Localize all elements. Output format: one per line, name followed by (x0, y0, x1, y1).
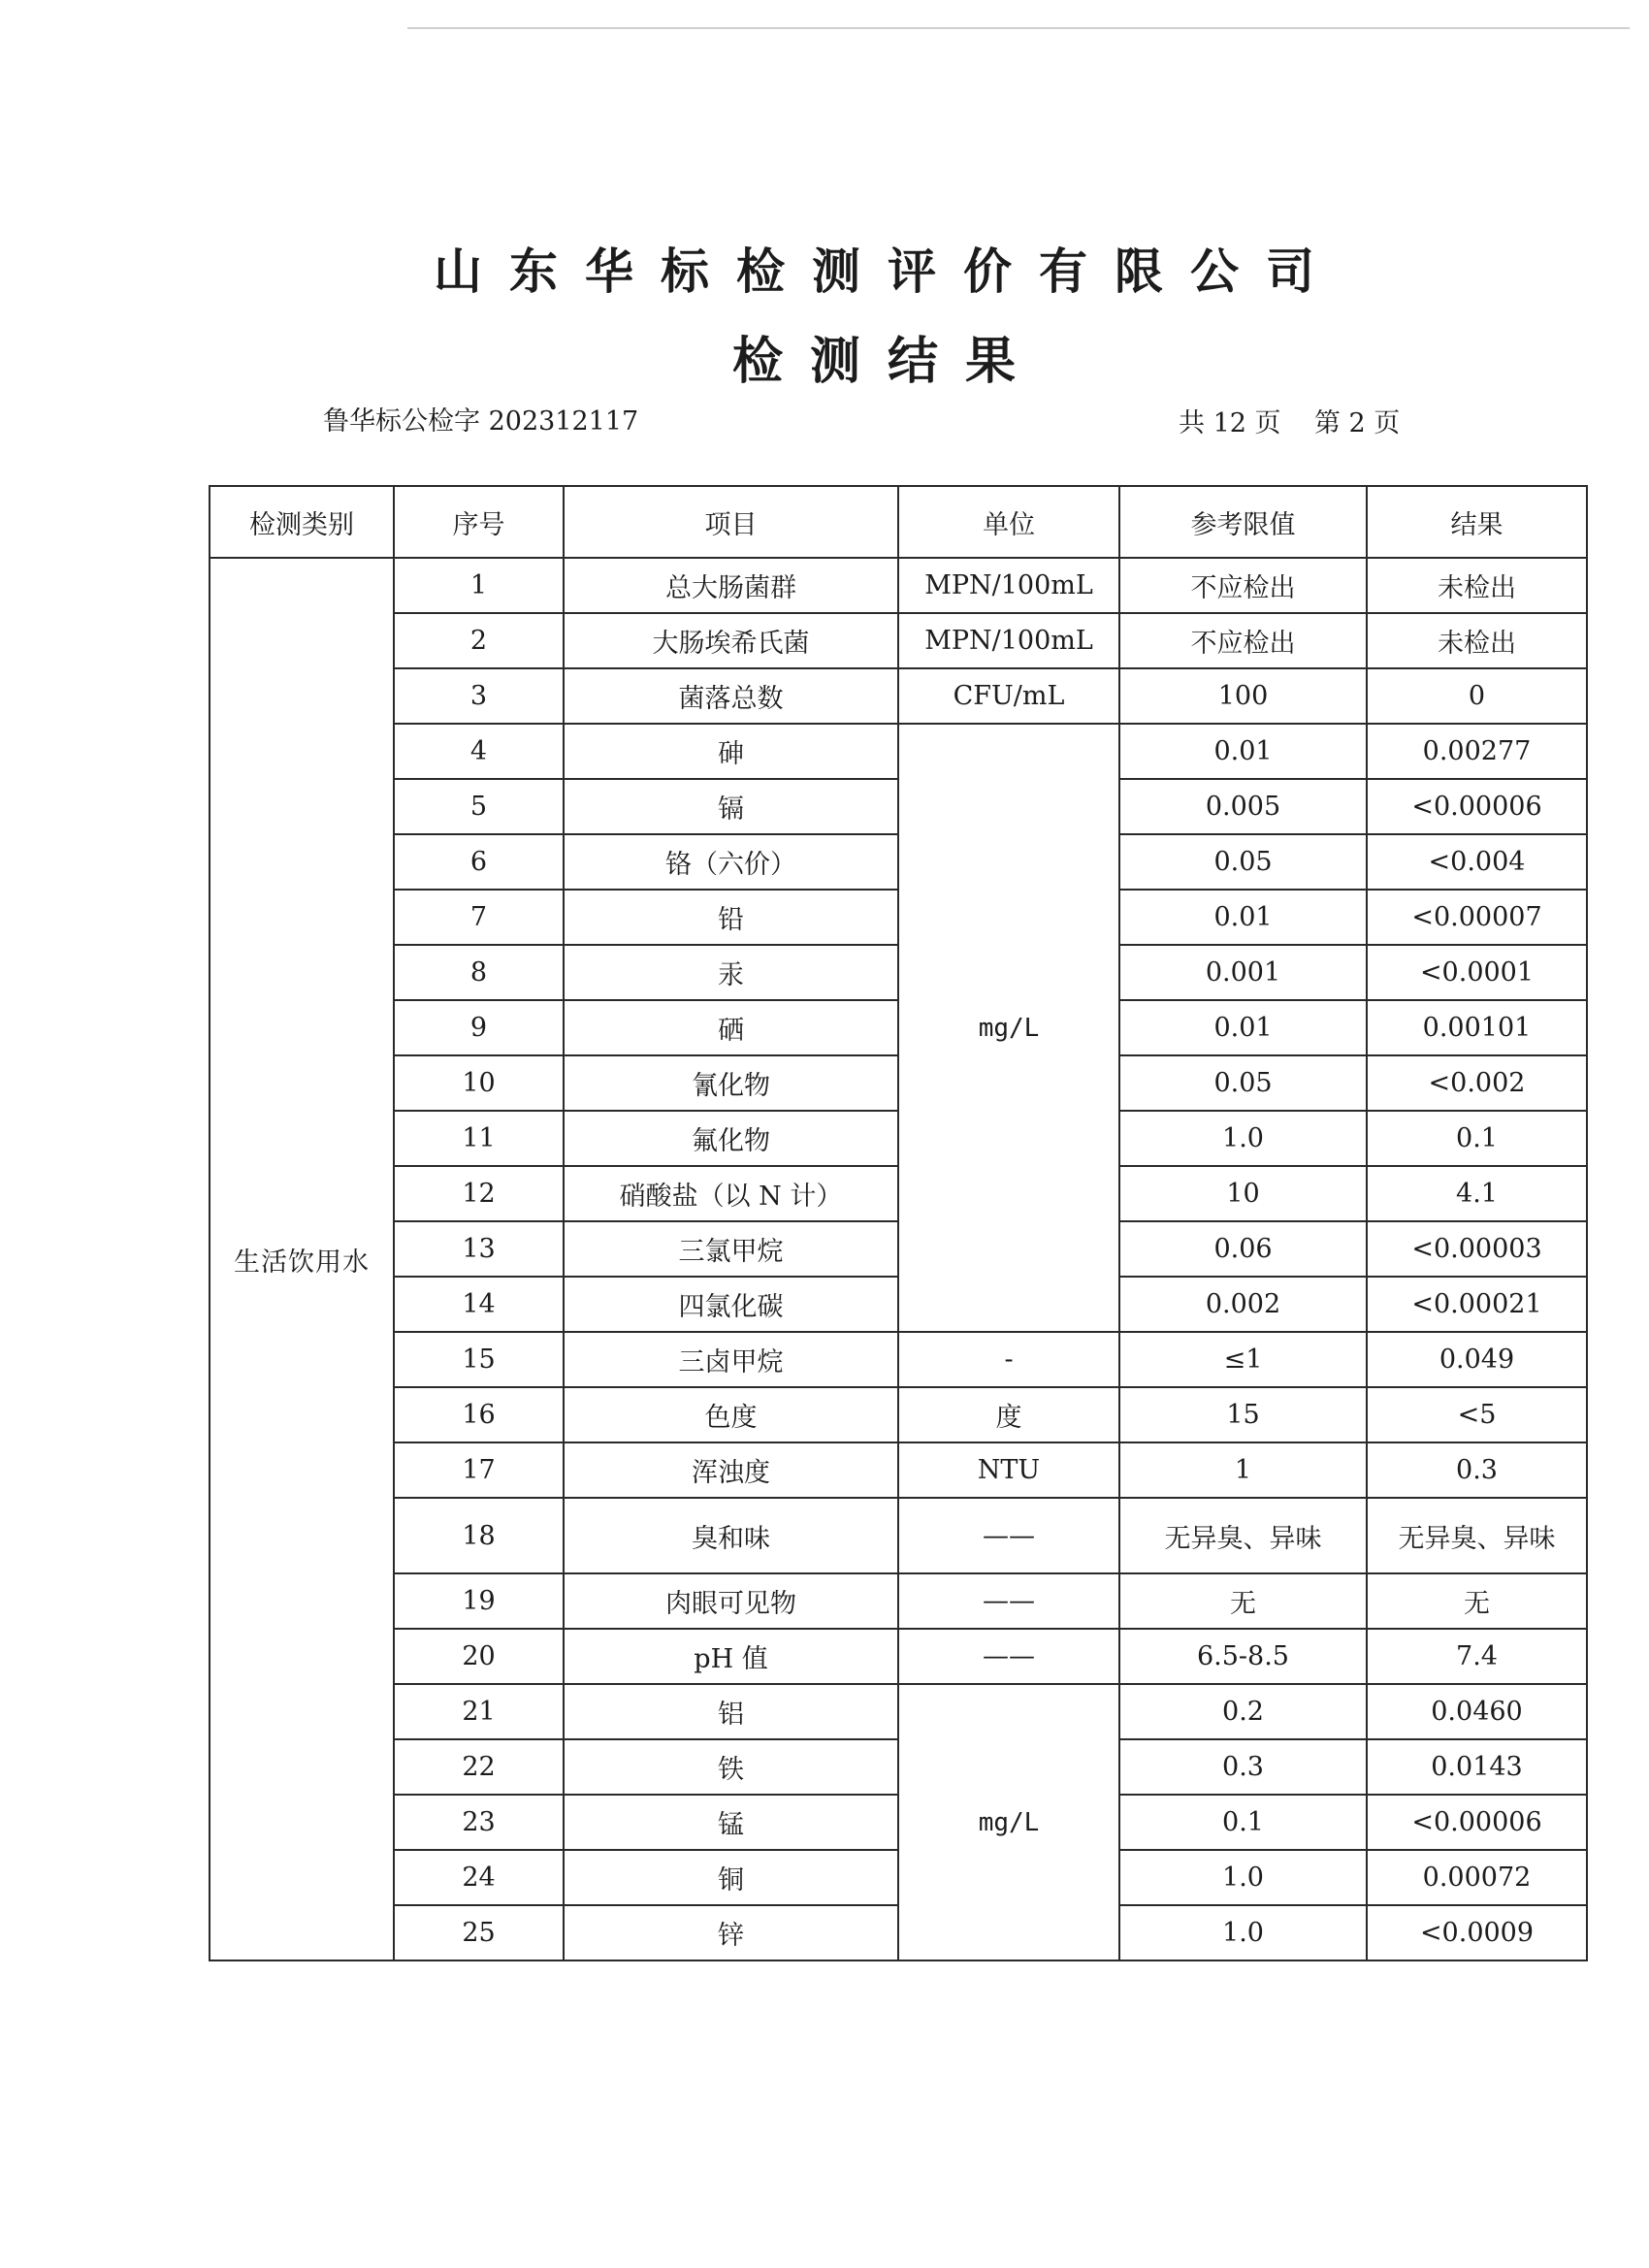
row-result: <0.002 (1367, 1055, 1587, 1111)
header-result: 结果 (1367, 486, 1587, 558)
row-result: 0.00072 (1367, 1850, 1587, 1905)
row-number: 8 (394, 945, 564, 1000)
row-item: 硒 (564, 1000, 898, 1055)
header-limit: 参考限值 (1119, 486, 1367, 558)
row-item: 四氯化碳 (564, 1277, 898, 1332)
row-number: 21 (394, 1684, 564, 1739)
row-result: 0.00101 (1367, 1000, 1587, 1055)
row-limit: 6.5-8.5 (1119, 1629, 1367, 1684)
row-number: 16 (394, 1387, 564, 1442)
row-number: 13 (394, 1221, 564, 1277)
row-limit: 0.001 (1119, 945, 1367, 1000)
row-limit: 无异臭、异味 (1119, 1498, 1367, 1573)
document-number: 鲁华标公检字 202312117 (323, 406, 639, 437)
row-number: 25 (394, 1905, 564, 1960)
row-limit: 0.002 (1119, 1277, 1367, 1332)
row-number: 4 (394, 724, 564, 779)
row-number: 22 (394, 1739, 564, 1795)
row-number: 2 (394, 613, 564, 668)
table-row (210, 724, 1587, 779)
row-result: <0.00007 (1367, 890, 1587, 945)
row-limit: 0.1 (1119, 1795, 1367, 1850)
row-unit: NTU (898, 1442, 1119, 1498)
row-limit: 1.0 (1119, 1111, 1367, 1166)
row-item: 大肠埃希氏菌 (564, 613, 898, 668)
row-result: 7.4 (1367, 1629, 1587, 1684)
row-limit: 1.0 (1119, 1905, 1367, 1960)
row-number: 6 (394, 834, 564, 890)
row-number: 5 (394, 779, 564, 834)
row-limit: 不应检出 (1119, 558, 1367, 613)
table-row (210, 1442, 1587, 1498)
table-row (210, 668, 1587, 724)
row-item: 色度 (564, 1387, 898, 1442)
row-item: 铬（六价） (564, 834, 898, 890)
row-limit: 0.01 (1119, 724, 1367, 779)
row-limit: 0.05 (1119, 1055, 1367, 1111)
row-result: 0.00277 (1367, 724, 1587, 779)
row-limit: 不应检出 (1119, 613, 1367, 668)
row-result: 0.1 (1367, 1111, 1587, 1166)
row-unit-group: mg/L (898, 724, 1119, 1332)
table-row (210, 613, 1587, 668)
row-limit: 0.05 (1119, 834, 1367, 890)
page-info (1179, 402, 1400, 439)
row-number: 12 (394, 1166, 564, 1221)
row-item: 三氯甲烷 (564, 1221, 898, 1277)
row-item: pH 值 (564, 1629, 898, 1684)
row-item: 砷 (564, 724, 898, 779)
row-result: 0.0143 (1367, 1739, 1587, 1795)
row-number: 1 (394, 558, 564, 613)
row-number: 7 (394, 890, 564, 945)
row-item: 铜 (564, 1850, 898, 1905)
row-item: 镉 (564, 779, 898, 834)
row-result: <0.0001 (1367, 945, 1587, 1000)
row-number: 9 (394, 1000, 564, 1055)
row-limit: 0.005 (1119, 779, 1367, 834)
row-limit: 无 (1119, 1573, 1367, 1629)
row-unit: 度 (898, 1387, 1119, 1442)
row-limit: 0.3 (1119, 1739, 1367, 1795)
table-row (210, 1387, 1587, 1442)
row-limit: 1 (1119, 1442, 1367, 1498)
row-unit: —— (898, 1629, 1119, 1684)
row-limit: 0.2 (1119, 1684, 1367, 1739)
row-result: 0.3 (1367, 1442, 1587, 1498)
row-result: <0.0009 (1367, 1905, 1587, 1960)
row-result: 0.049 (1367, 1332, 1587, 1387)
row-unit: MPN/100mL (898, 558, 1119, 613)
row-item: 氰化物 (564, 1055, 898, 1111)
total-pages: 共 12 页 (1179, 408, 1281, 438)
row-item: 氟化物 (564, 1111, 898, 1166)
row-number: 15 (394, 1332, 564, 1387)
row-number: 10 (394, 1055, 564, 1111)
header-item: 项目 (564, 486, 898, 558)
row-unit-group: mg/L (898, 1684, 1119, 1960)
row-item: 总大肠菌群 (564, 558, 898, 613)
row-result: <0.004 (1367, 834, 1587, 890)
row-result: <0.00003 (1367, 1221, 1587, 1277)
header-unit: 单位 (898, 486, 1119, 558)
row-result: <0.00021 (1367, 1277, 1587, 1332)
row-result: 0 (1367, 668, 1587, 724)
table-row (210, 1498, 1587, 1573)
category-cell: 生活饮用水 (210, 558, 394, 1960)
row-item: 臭和味 (564, 1498, 898, 1573)
row-limit: 10 (1119, 1166, 1367, 1221)
row-unit: CFU/mL (898, 668, 1119, 724)
row-item: 肉眼可见物 (564, 1573, 898, 1629)
row-limit: 0.01 (1119, 890, 1367, 945)
row-item: 浑浊度 (564, 1442, 898, 1498)
row-number: 20 (394, 1629, 564, 1684)
row-number: 19 (394, 1573, 564, 1629)
top-rule (407, 27, 1630, 29)
row-number: 18 (394, 1498, 564, 1573)
row-item: 铝 (564, 1684, 898, 1739)
company-name: 山东华标检测评价有限公司 (434, 243, 1342, 300)
header-category: 检测类别 (210, 486, 394, 558)
row-limit: 1.0 (1119, 1850, 1367, 1905)
row-item: 铅 (564, 890, 898, 945)
row-number: 17 (394, 1442, 564, 1498)
table-row (210, 1684, 1587, 1739)
row-result: <5 (1367, 1387, 1587, 1442)
table-row (210, 558, 1587, 613)
row-item: 铁 (564, 1739, 898, 1795)
row-result: 0.0460 (1367, 1684, 1587, 1739)
row-result: 无异臭、异味 (1367, 1498, 1587, 1573)
row-unit: MPN/100mL (898, 613, 1119, 668)
row-limit: 0.01 (1119, 1000, 1367, 1055)
row-number: 14 (394, 1277, 564, 1332)
row-result: 未检出 (1367, 613, 1587, 668)
row-number: 23 (394, 1795, 564, 1850)
row-item: 三卤甲烷 (564, 1332, 898, 1387)
table-row (210, 1629, 1587, 1684)
row-result: 4.1 (1367, 1166, 1587, 1221)
row-item: 锰 (564, 1795, 898, 1850)
row-number: 11 (394, 1111, 564, 1166)
row-number: 24 (394, 1850, 564, 1905)
row-limit: 15 (1119, 1387, 1367, 1442)
header-number: 序号 (394, 486, 564, 558)
row-unit: —— (898, 1573, 1119, 1629)
row-number: 3 (394, 668, 564, 724)
row-unit: —— (898, 1498, 1119, 1573)
document-title: 检测结果 (731, 333, 1043, 391)
table-row (210, 1332, 1587, 1387)
row-result: 无 (1367, 1573, 1587, 1629)
row-item: 汞 (564, 945, 898, 1000)
row-item: 锌 (564, 1905, 898, 1960)
row-limit: ≤1 (1119, 1332, 1367, 1387)
row-unit: - (898, 1332, 1119, 1387)
table-row (210, 1573, 1587, 1629)
row-result: 未检出 (1367, 558, 1587, 613)
row-result: <0.00006 (1367, 779, 1587, 834)
row-item: 菌落总数 (564, 668, 898, 724)
results-table (209, 485, 1588, 1961)
row-item: 硝酸盐（以 N 计） (564, 1166, 898, 1221)
row-result: <0.00006 (1367, 1795, 1587, 1850)
row-limit: 100 (1119, 668, 1367, 724)
row-limit: 0.06 (1119, 1221, 1367, 1277)
table-header-row (210, 486, 1587, 558)
current-page: 第 2 页 (1313, 408, 1401, 438)
